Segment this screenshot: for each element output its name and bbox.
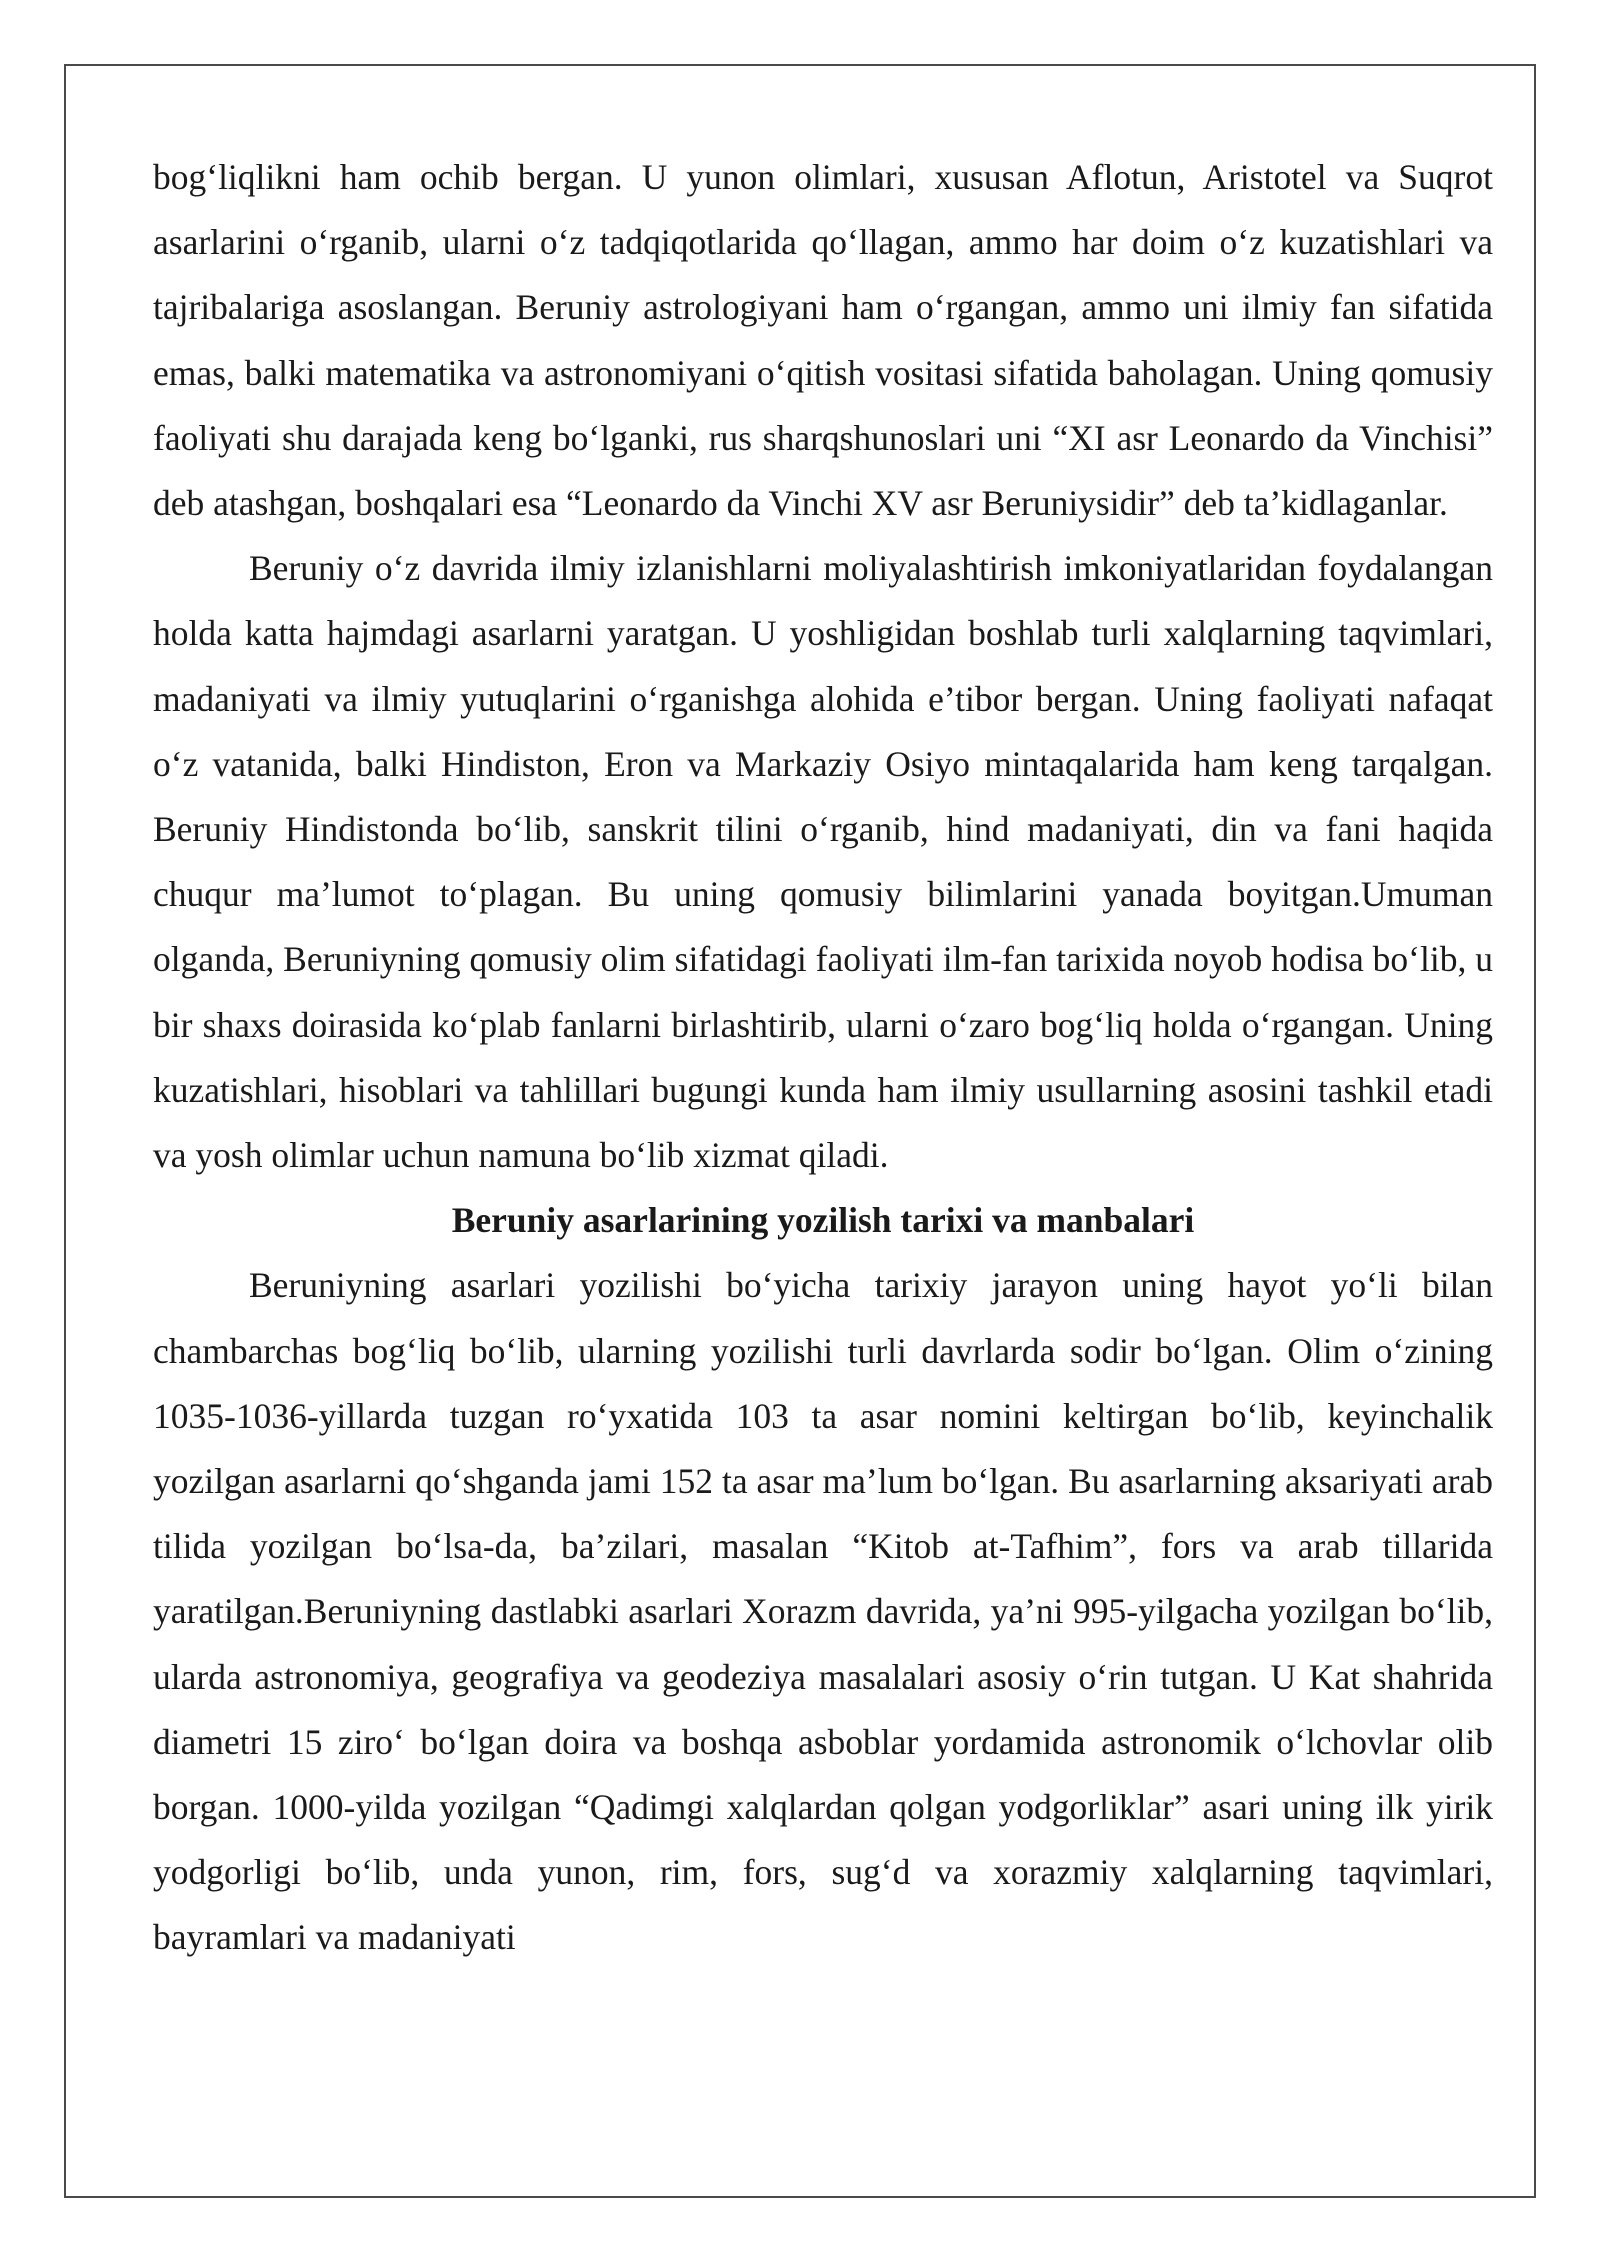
paragraph-writing-history: Beruniyning asarlari yozilishi bo‘yicha tarixiy jarayon uning hayot yo‘li bilan chambarchas bog‘liq bo‘lib, ularning yozilishi turli davrlarda sodir bo‘lgan. Olim o‘zining 1035-1036-yillarda tuzgan ro‘yxatida 103 ta asar nomini keltirgan bo‘lib, keyinchalik yozilgan asarlarni qo‘shganda jami 152 ta asar ma’lum bo‘lgan. Bu asarlarning aksariyati arab tilida yozilgan bo‘lsa-da, ba’zilari, masalan “Kitob at-Tafhim”, fors va arab tillarida yaratilgan.Beruniyning dastlabki asarlari Xorazm davrida, ya’ni 995-yilgacha yozilgan bo‘lib, ularda astronomiya, geografiya va geodeziya masalalari asosiy o‘rin tutgan. U Kat shahrida diametri 15 ziro‘ bo‘lgan doira va boshqa asboblar yordamida astronomik o‘lchovlar olib borgan. 1000-yilda yozilgan “Qadimgi xalqlardan qolgan yodgorliklar” asari uning ilk yirik yodgorligi bo‘lib, unda yunon, rim, fors, sug‘d va xorazmiy xalqlarning taqvimlari, bayramlari va madaniyati [153, 1265, 1493, 1958]
paragraph-continuation: bog‘liqlikni ham ochib bergan. U yunon olimlari, xususan Aflotun, Aristotel va Suqrot asarlarini o‘rganib, ularni o‘z tadqiqotlarida qo‘llagan, ammo har doim o‘z kuzatishlari va tajribalariga asoslangan. Beruniy astrologiyani ham o‘rgangan, ammo uni ilmiy fan sifatida emas, balki matematika va astronomiyani o‘qitish vositasi sifatida baholagan. Uning qomusiy faoliyati shu darajada keng bo‘lganki, rus sharqshunoslari uni “XI asr Leonardo da Vinchisi” deb atashgan, boshqalari esa “Leonardo da Vinchi XV asr Beruniysidir” deb ta’kidlaganlar. [153, 157, 1493, 524]
paragraph-beruniy-research: Beruniy o‘z davrida ilmiy izlanishlarni moliyalashtirish imkoniyatlaridan foydalangan holda katta hajmdagi asarlarni yaratgan. U yoshligidan boshlab turli xalqlarning taqvimlari, madaniyati va ilmiy yutuqlarini o‘rganishga alohida e’tibor bergan. Uning faoliyati nafaqat o‘z vatanida, balki Hindiston, Eron va Markaziy Osiyo mintaqalarida ham keng tarqalgan. Beruniy Hindistonda bo‘lib, sanskrit tilini o‘rganib, hind madaniyati, din va fani haqida chuqur ma’lumot to‘plagan. Bu uning qomusiy bilimlarini yanada boyitgan.Umuman olganda, Beruniyning qomusiy olim sifatidagi faoliyati ilm-fan tarixida noyob hodisa bo‘lib, u bir shaxs doirasida ko‘plab fanlarni birlashtirib, ularni o‘zaro bog‘liq holda o‘rgangan. Uning kuzatishlari, hisoblari va tahlillari bugungi kunda ham ilmiy usullarning asosini tashkil etadi va yosh olimlar uchun namuna bo‘lib xizmat qiladi. [153, 548, 1493, 1176]
document-body [153, 145, 1493, 1971]
section-heading: Beruniy asarlarining yozilish tarixi va manbalari [451, 1200, 1195, 1241]
